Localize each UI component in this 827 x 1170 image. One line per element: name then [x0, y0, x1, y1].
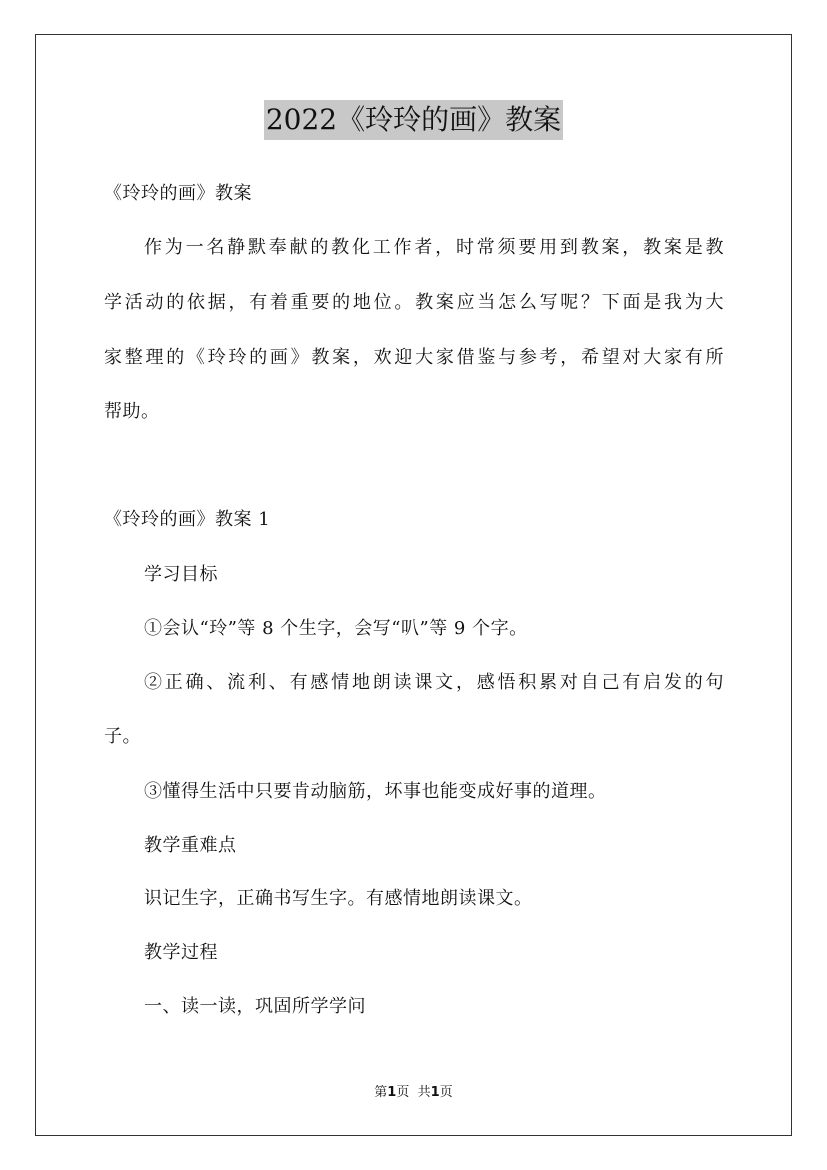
intro-line-2: 学活动的依据，有着重要的地位。教案应当怎么写呢？下面是我为大	[104, 292, 724, 313]
total-suffix: 页	[439, 1085, 453, 1100]
intro-line-4: 帮助。	[104, 401, 160, 422]
total-pages: 1	[430, 1085, 440, 1100]
section-heading: 《玲玲的画》教案 1	[104, 509, 271, 530]
goal-1: ①会认“玲”等 8 个生字，会写“叭”等 9 个字。	[144, 618, 528, 639]
total-prefix: 共	[417, 1085, 431, 1100]
process-heading: 教学过程	[144, 942, 218, 963]
key-points-heading: 教学重难点	[144, 835, 237, 856]
goals-heading: 学习目标	[144, 564, 218, 585]
subtitle: 《玲玲的画》教案	[104, 183, 252, 204]
goal-2-line-1: ②正确、流利、有感情地朗读课文，感悟积累对自己有启发的句	[144, 672, 724, 693]
page-prefix: 第	[374, 1085, 388, 1100]
step-1: 一、读一读，巩固所学学问	[144, 996, 366, 1017]
page-footer	[0, 1084, 827, 1102]
intro-line-3: 家整理的《玲玲的画》教案，欢迎大家借鉴与参考，希望对大家有所	[104, 347, 724, 368]
document-title: 2022《玲玲的画》教案	[264, 100, 563, 140]
title-container	[0, 100, 827, 140]
key-points-text: 识记生字，正确书写生字。有感情地朗读课文。	[144, 888, 533, 909]
page-suffix: 页	[396, 1085, 410, 1100]
page-number: 1	[387, 1085, 397, 1100]
goal-2-line-2: 子。	[104, 726, 141, 747]
goal-3: ③懂得生活中只要肯动脑筋，坏事也能变成好事的道理。	[144, 781, 607, 802]
intro-line-1: 作为一名静默奉献的教化工作者，时常须要用到教案，教案是教	[144, 237, 724, 258]
